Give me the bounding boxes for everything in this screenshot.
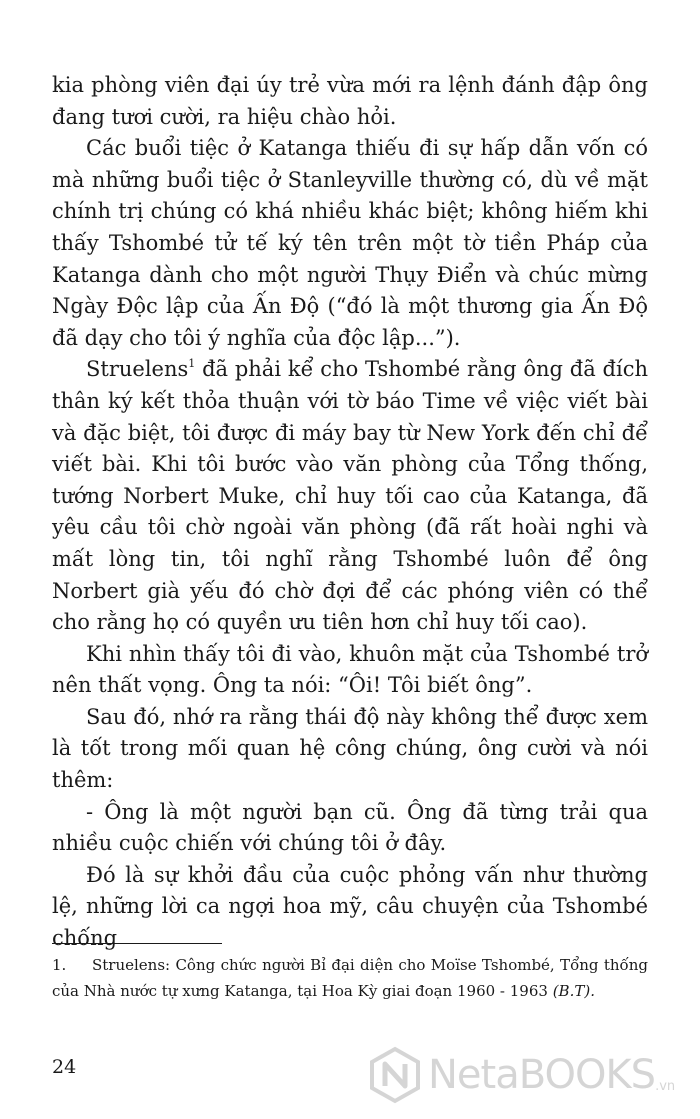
paragraph-6: - Ông là một người bạn cũ. Ông đã từng trải qua nhiều cuộc chiến với chúng tôi ở đây. xyxy=(52,799,648,856)
paragraph-1: kia phòng viên đại úy trẻ vừa mới ra lệnh đánh đập ông đang tươi cười, ra hiệu chào hỏi. xyxy=(52,73,648,129)
netabooks-logo-icon xyxy=(366,1046,424,1104)
footnote xyxy=(52,952,648,1004)
paragraph-7: Đó là sự khởi đầu của cuộc phỏng vấn như thường lệ, những lời ca ngợi hoa mỹ, câu chuyện của Tshombé chống xyxy=(52,862,648,951)
footnote-number: 1. xyxy=(52,956,67,974)
footnote-credit: (B.T). xyxy=(552,982,595,1000)
paragraph-5: Sau đó, nhớ ra rằng thái độ này không thể được xem là tốt trong mối quan hệ công chúng, ông cười và nói thêm: xyxy=(52,704,648,793)
footnote-reference[interactable]: 1 xyxy=(188,357,196,371)
footnote-divider xyxy=(52,943,222,944)
page-number: 24 xyxy=(52,1056,77,1078)
paragraph-3 xyxy=(52,354,648,638)
paragraph-4: Khi nhìn thấy tôi đi vào, khuôn mặt của Tshombé trở nên thất vọng. Ông ta nói: “Ôi! Tôi biết ông”. xyxy=(52,641,648,698)
watermark-suffix: .vn xyxy=(655,1079,676,1094)
paragraph-3-text: đã phải kể cho Tshombé rằng ông đã đích thân ký kết thỏa thuận với tờ báo Time về việc viết bài và đặc biệt, tôi được đi máy bay từ New York đến chỉ để viết bài. Khi tôi bước vào văn phòng của Tổng thống, tướng Norbert Muke, chỉ huy tối cao của Katanga, đã yêu cầu tôi chờ ngoài văn phòng (đã rất hoài nghi và mất lòng tin, tôi nghĩ rằng Tshombé luôn để ông Norbert già yếu đó chờ đợi để các phóng viên có thể cho rằng họ có quyền ưu tiên hơn chỉ huy tối cao). xyxy=(52,357,648,635)
struelens-name: Struelens xyxy=(86,357,189,382)
paragraph-2: Các buổi tiệc ở Katanga thiếu đi sự hấp dẫn vốn có mà những buổi tiệc ở Stanleyville thường có, dù về mặt chính trị chúng có khá nhiều khác biệt; không hiếm khi thấy Tshombé tử tế ký tên trên một tờ tiền Pháp của Katanga dành cho một người Thụy Điển và chúc mừng Ngày Độc lập của Ấn Độ (“đó là một thương gia Ấn Độ đã dạy cho tôi ý nghĩa của độc lập...”). xyxy=(52,136,648,350)
netabooks-watermark xyxy=(366,1046,675,1104)
page-body xyxy=(52,70,648,955)
footnote-text: Struelens: Công chức người Bỉ đại diện cho Moïse Tshombé, Tổng thống của Nhà nước tự xưng Katanga, tại Hoa Kỳ giai đoạn 1960 - 1963 xyxy=(52,956,648,1000)
watermark-brand: NetaBOOKS xyxy=(428,1052,656,1098)
